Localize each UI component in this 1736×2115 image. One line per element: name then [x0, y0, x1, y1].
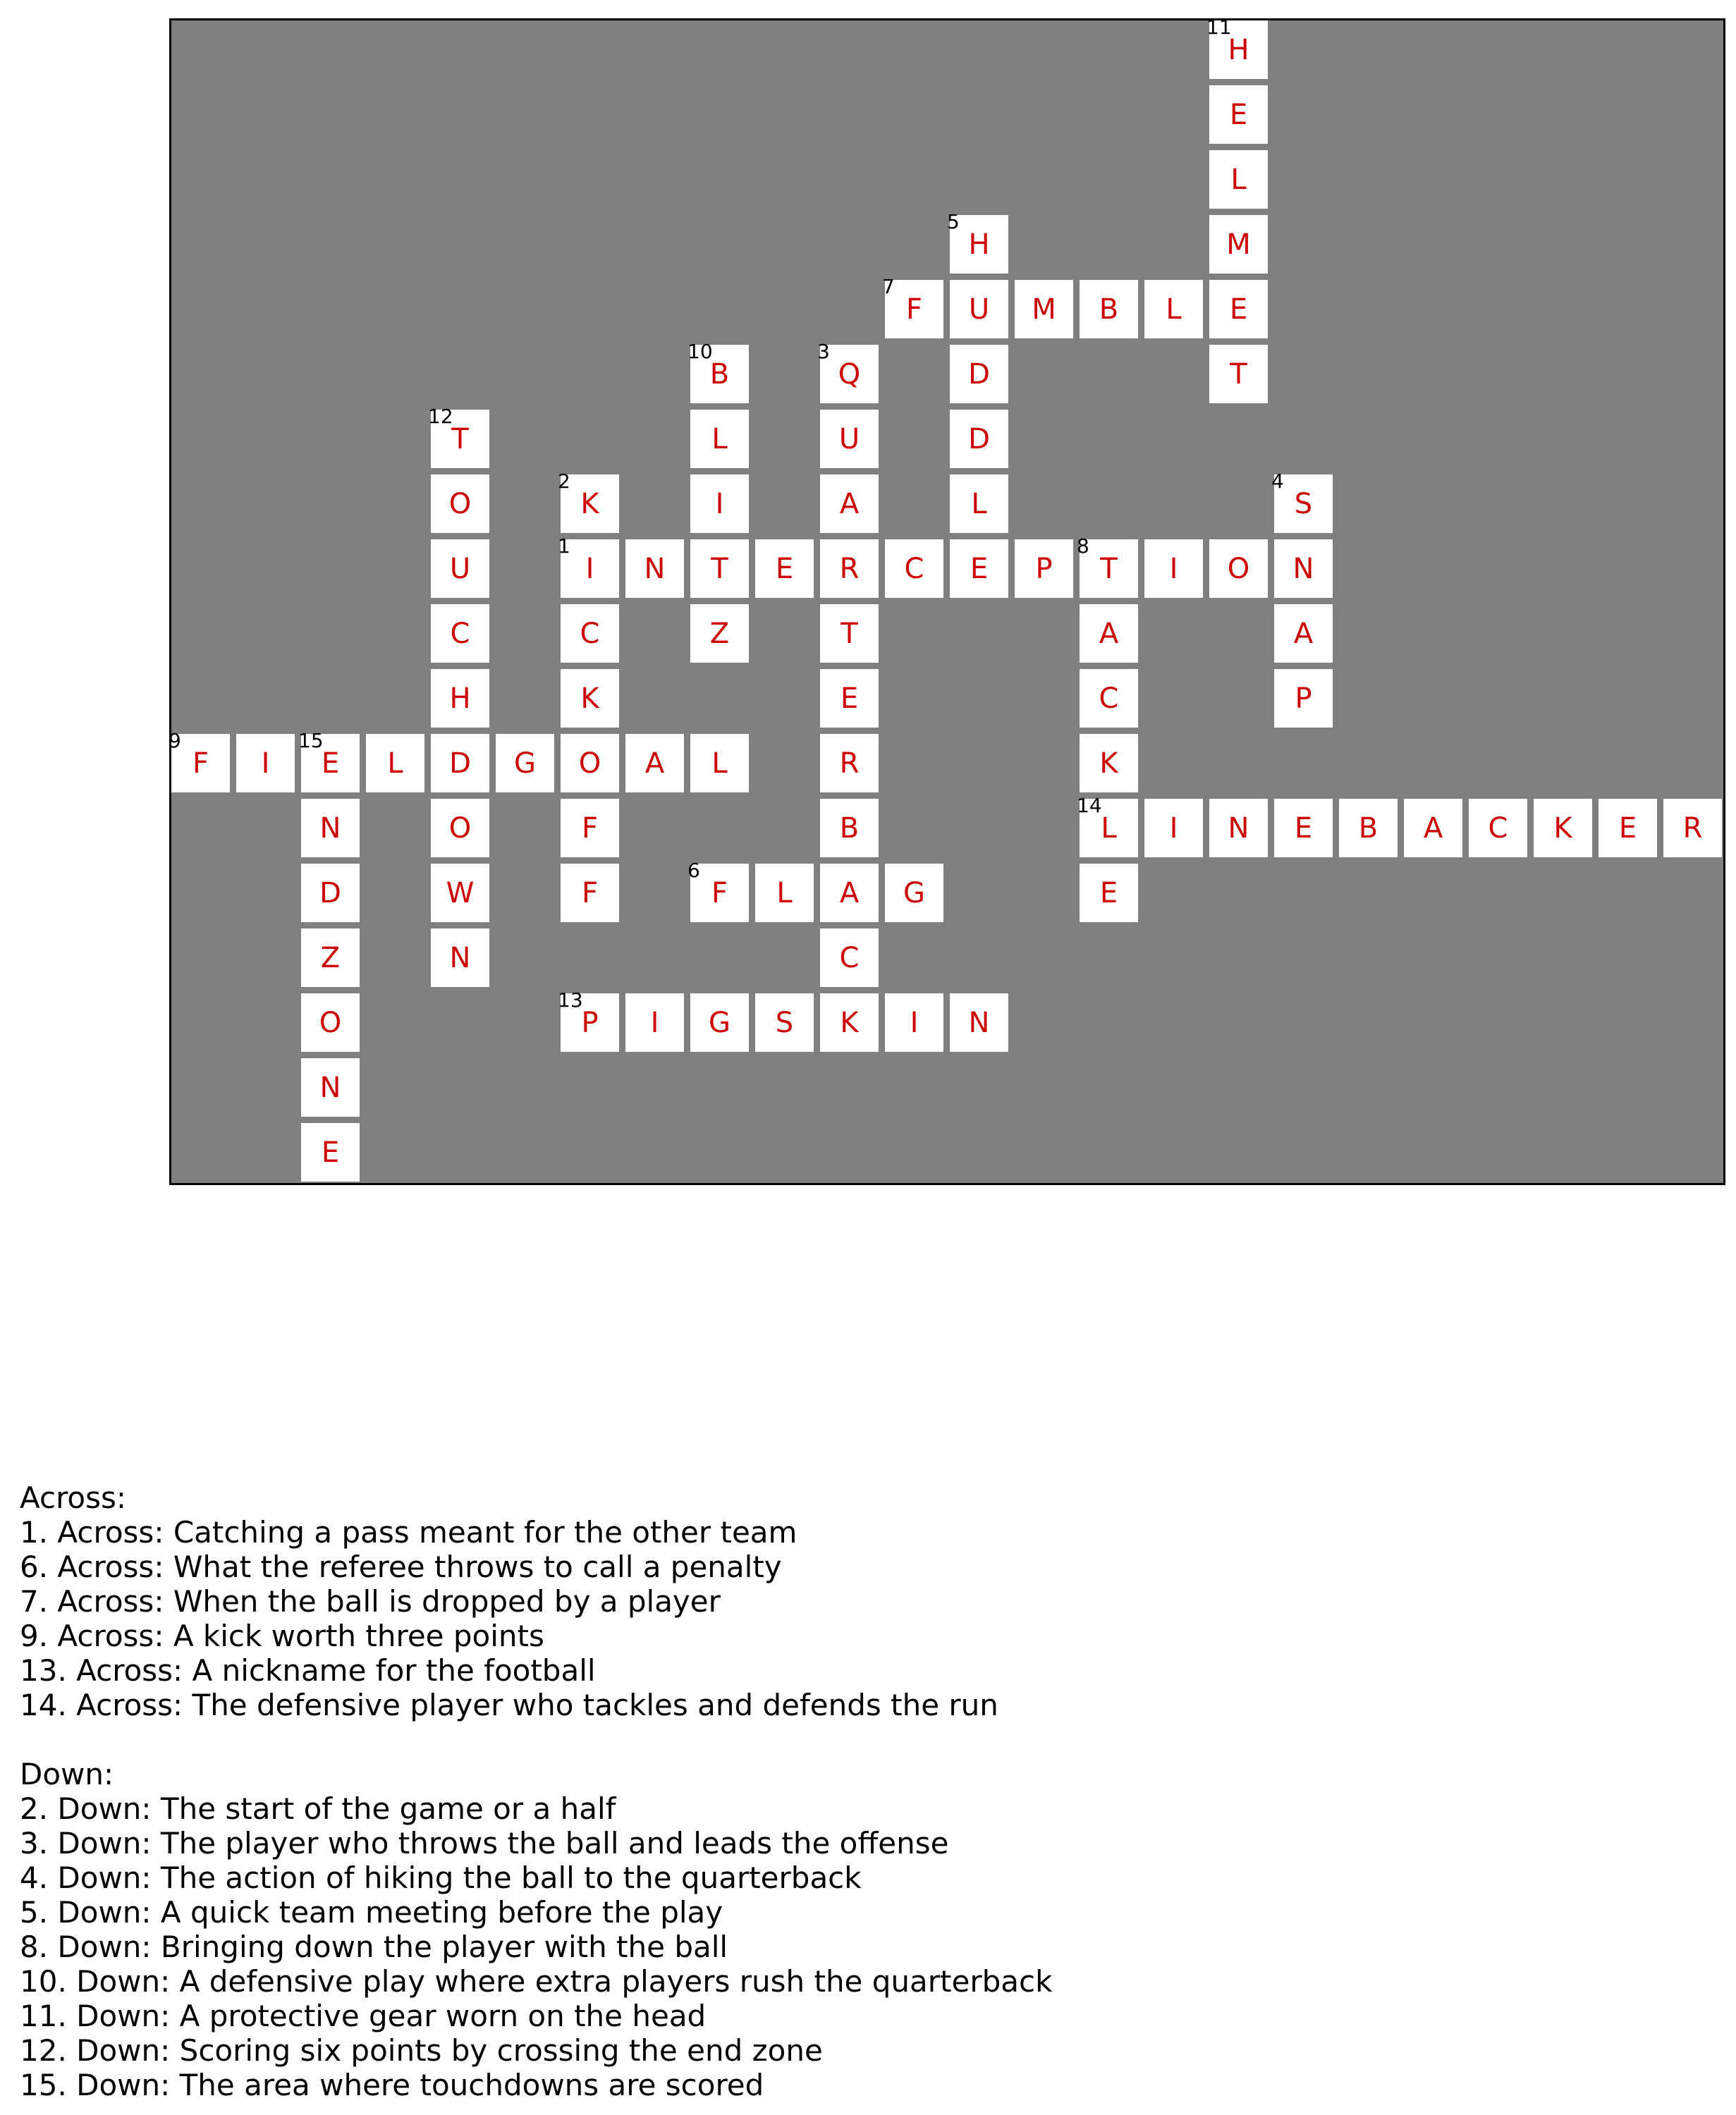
crossword-cell[interactable] — [1209, 150, 1268, 209]
cell-letter: E — [321, 1136, 340, 1169]
cell-letter: U — [449, 552, 471, 585]
cell-letter: L — [711, 422, 728, 455]
crossword-cell[interactable] — [820, 799, 879, 857]
crossword-cell[interactable] — [820, 864, 879, 922]
crossword-cell[interactable] — [950, 410, 1008, 468]
crossword-cell[interactable] — [1209, 539, 1268, 598]
clue-number: 7 — [882, 275, 895, 298]
crossword-cell[interactable] — [817, 340, 879, 403]
cell-letter: P — [1295, 682, 1312, 715]
crossword-cell[interactable] — [301, 928, 360, 987]
crossword-cell[interactable] — [820, 734, 879, 792]
crossword-cell[interactable] — [1015, 280, 1073, 338]
crossword-cell[interactable] — [431, 734, 489, 792]
crossword-cell[interactable] — [1209, 799, 1268, 857]
down-heading: Down: — [20, 1757, 114, 1791]
down-clue: 15. Down: The area where touchdowns are scored — [20, 2068, 764, 2102]
cell-letter: O — [448, 487, 472, 520]
crossword-cell[interactable] — [820, 604, 879, 663]
cell-letter: T — [1100, 552, 1118, 585]
crossword-cell[interactable] — [301, 993, 360, 1052]
cell-letter: L — [711, 747, 728, 780]
cell-letter: L — [1166, 293, 1182, 326]
crossword-cell[interactable] — [1080, 864, 1138, 922]
crossword-cell[interactable] — [625, 993, 684, 1052]
cell-letter: K — [1099, 747, 1118, 780]
across-clue: 7. Across: When the ball is dropped by a player — [20, 1584, 721, 1619]
crossword-cell[interactable] — [950, 345, 1008, 403]
cell-letter: G — [709, 1006, 731, 1039]
crossword-cell[interactable] — [558, 988, 619, 1052]
section-spacer — [20, 1722, 1712, 1757]
cell-letter: E — [1229, 98, 1248, 131]
cell-letter: C — [839, 941, 860, 974]
cell-letter: L — [971, 487, 987, 520]
cell-letter: F — [581, 811, 598, 845]
cell-letter: A — [839, 876, 860, 909]
cell-letter: E — [321, 747, 340, 780]
across-clue: 1. Across: Catching a pass meant for the other team — [20, 1515, 797, 1550]
cell-letter: R — [839, 747, 860, 780]
cell-letter: I — [715, 487, 724, 520]
cell-letter: A — [839, 487, 860, 520]
crossword-cell[interactable] — [301, 1058, 360, 1117]
down-clue: 8. Down: Bringing down the player with the ball — [20, 1930, 728, 1964]
cell-letter: T — [451, 422, 469, 455]
cell-letter: G — [514, 747, 536, 780]
crossword-cell[interactable] — [236, 734, 295, 792]
crossword-cell[interactable] — [1404, 799, 1462, 857]
down-clue: 5. Down: A quick team meeting before the play — [20, 1895, 723, 1930]
crossword-cell[interactable] — [431, 474, 489, 533]
clue-number: 4 — [1271, 470, 1284, 493]
cell-letter: B — [1099, 293, 1119, 326]
crossword-cell[interactable] — [1274, 669, 1333, 728]
clue-number: 15 — [298, 729, 324, 752]
crossword-cell[interactable] — [1077, 794, 1138, 857]
across-clue: 13. Across: A nickname for the football — [20, 1653, 596, 1688]
cell-letter: T — [711, 552, 728, 585]
down-clue: 10. Down: A defensive play where extra players rush the quarterback — [20, 1964, 1053, 1999]
clue-number: 13 — [558, 988, 583, 1012]
cell-letter: D — [968, 422, 990, 455]
crossword-cell[interactable] — [755, 539, 814, 598]
cell-letter: H — [449, 682, 471, 715]
cell-letter: F — [192, 747, 209, 780]
cell-letter: A — [644, 747, 665, 780]
cell-letter: A — [1099, 617, 1119, 650]
cell-letter: I — [650, 1006, 659, 1039]
cell-letter: H — [1228, 33, 1249, 66]
crossword-cell[interactable] — [1274, 799, 1333, 857]
across-clue: 9. Across: A kick worth three points — [20, 1619, 544, 1653]
across-clue-list — [20, 1515, 1712, 1722]
across-clue: 14. Across: The defensive player who tackles and defends the run — [20, 1688, 998, 1722]
crossword-cell[interactable] — [1209, 85, 1268, 144]
crossword-cell[interactable] — [1144, 539, 1203, 598]
cell-letter: N — [449, 941, 471, 974]
clue-number: 6 — [687, 859, 700, 882]
crossword-cell[interactable] — [950, 539, 1008, 598]
crossword-cell[interactable] — [1080, 280, 1138, 338]
crossword-cell[interactable] — [820, 928, 879, 987]
crossword-cell[interactable] — [561, 864, 619, 922]
cell-letter: U — [838, 422, 860, 455]
cell-letter: O — [319, 1006, 342, 1039]
crossword-cell[interactable] — [1274, 539, 1333, 598]
cell-letter: N — [319, 811, 341, 845]
cell-letter: C — [450, 617, 470, 650]
crossword-cell[interactable] — [169, 729, 230, 792]
crossword-cell[interactable] — [561, 734, 619, 792]
cell-letter: K — [580, 487, 599, 520]
cell-letter: D — [449, 747, 471, 780]
cell-letter: B — [1358, 811, 1379, 845]
clue-number: 10 — [687, 340, 713, 363]
cell-letter: N — [644, 552, 666, 585]
crossword-cell[interactable] — [561, 799, 619, 857]
crossword-cell[interactable] — [950, 474, 1008, 533]
crossword-cell[interactable] — [882, 275, 943, 338]
cell-letter: I — [261, 747, 270, 780]
crossword-cell[interactable] — [690, 410, 749, 468]
clue-number: 1 — [558, 534, 570, 558]
cell-letter: L — [776, 876, 793, 909]
down-clue-list — [20, 1791, 1712, 2102]
crossword-cell[interactable] — [431, 799, 489, 857]
clue-number: 5 — [947, 210, 960, 233]
crossword-cell[interactable] — [431, 604, 489, 663]
down-clue: 2. Down: The start of the game or a half — [20, 1791, 616, 1826]
down-clue: 4. Down: The action of hiking the ball to the quarterback — [20, 1860, 862, 1895]
crossword-cell[interactable] — [431, 539, 489, 598]
clue-number: 8 — [1077, 534, 1089, 558]
crossword-cell[interactable] — [950, 993, 1008, 1052]
cell-letter: T — [841, 617, 858, 650]
cell-letter: M — [1032, 293, 1056, 326]
cell-letter: E — [775, 552, 794, 585]
crossword-cell[interactable] — [1144, 799, 1203, 857]
cell-letter: A — [1423, 811, 1443, 845]
cell-letter: C — [580, 617, 600, 650]
clue-number: 14 — [1077, 794, 1102, 817]
across-clue: 6. Across: What the referee throws to call a penalty — [20, 1550, 782, 1584]
cell-letter: R — [1682, 811, 1703, 845]
cell-letter: O — [448, 811, 472, 845]
crossword-cell[interactable] — [366, 734, 424, 792]
crossword-cell[interactable] — [1015, 539, 1073, 598]
cell-letter: Q — [838, 357, 861, 391]
cell-letter: B — [709, 357, 730, 391]
cell-letter: I — [910, 1006, 919, 1039]
crossword-cell[interactable] — [558, 534, 619, 598]
clue-number: 11 — [1206, 16, 1232, 39]
cell-letter: G — [903, 876, 925, 909]
cell-letter: E — [1099, 876, 1118, 909]
crossword-cell[interactable] — [820, 539, 879, 598]
crossword-board — [169, 18, 1725, 1185]
cell-letter: L — [387, 747, 403, 780]
cell-letter: P — [1035, 552, 1053, 585]
cell-letter: D — [968, 357, 990, 391]
cell-letter: S — [1294, 487, 1313, 520]
crossword-cell[interactable] — [428, 405, 489, 468]
clues-panel — [20, 1480, 1712, 2102]
crossword-cell[interactable] — [625, 539, 684, 598]
cell-letter: U — [968, 293, 990, 326]
crossword-cell[interactable] — [885, 864, 943, 922]
crossword-cell[interactable] — [561, 669, 619, 728]
crossword-cell[interactable] — [1663, 799, 1722, 857]
clue-number: 2 — [558, 470, 570, 493]
cell-letter: O — [1227, 552, 1250, 585]
cell-letter: O — [578, 747, 601, 780]
crossword-cell[interactable] — [947, 210, 1008, 274]
cell-letter: E — [970, 552, 989, 585]
crossword-cell[interactable] — [1209, 345, 1268, 403]
crossword-cell[interactable] — [820, 993, 879, 1052]
crossword-cell[interactable] — [1080, 669, 1138, 728]
clue-number: 9 — [169, 729, 181, 752]
cell-letter: W — [446, 876, 475, 909]
cell-letter: Z — [320, 941, 341, 974]
cell-letter: P — [581, 1006, 599, 1039]
down-clue: 3. Down: The player who throws the ball and leads the offense — [20, 1826, 949, 1860]
cell-letter: L — [1101, 811, 1117, 845]
crossword-cell[interactable] — [1534, 799, 1592, 857]
crossword-cell[interactable] — [558, 470, 619, 533]
crossword-cell[interactable] — [1080, 734, 1138, 792]
crossword-cell[interactable] — [820, 669, 879, 728]
cell-letter: D — [319, 876, 341, 909]
cell-letter: A — [1293, 617, 1314, 650]
crossword-cell[interactable] — [298, 729, 360, 792]
crossword-cell[interactable] — [690, 734, 749, 792]
cell-letter: H — [968, 228, 990, 261]
crossword-cell[interactable] — [690, 604, 749, 663]
crossword-cell[interactable] — [950, 280, 1008, 338]
crossword-cell[interactable] — [1144, 280, 1203, 338]
cell-letter: S — [775, 1006, 794, 1039]
crossword-cell[interactable] — [690, 474, 749, 533]
crossword-cell[interactable] — [687, 340, 749, 403]
cell-letter: N — [1292, 552, 1314, 585]
crossword-cell[interactable] — [431, 928, 489, 987]
crossword-cell[interactable] — [820, 474, 879, 533]
cell-letter: I — [585, 552, 594, 585]
cell-letter: E — [1294, 811, 1313, 845]
crossword-cell[interactable] — [690, 993, 749, 1052]
crossword-cell[interactable] — [1271, 470, 1333, 533]
cell-letter: N — [968, 1006, 990, 1039]
crossword-cell[interactable] — [755, 993, 814, 1052]
cell-letter: R — [839, 552, 860, 585]
crossword-cell[interactable] — [625, 734, 684, 792]
cell-letter: I — [1169, 552, 1178, 585]
cell-letter: F — [905, 293, 922, 326]
cell-letter: T — [1230, 357, 1247, 391]
cell-letter: E — [840, 682, 859, 715]
crossword-cell[interactable] — [431, 864, 489, 922]
crossword-cell[interactable] — [690, 539, 749, 598]
crossword-cell[interactable] — [1080, 604, 1138, 663]
crossword-cell[interactable] — [885, 539, 943, 598]
cell-letter: K — [1553, 811, 1572, 845]
crossword-cell[interactable] — [1469, 799, 1527, 857]
cell-letter: B — [839, 811, 860, 845]
crossword-cell[interactable] — [1599, 799, 1657, 857]
cell-letter: F — [711, 876, 728, 909]
cell-letter: F — [581, 876, 598, 909]
cell-letter: N — [319, 1071, 341, 1104]
cell-letter: M — [1226, 228, 1251, 261]
crossword-cell[interactable] — [301, 1123, 360, 1182]
cell-letter: C — [904, 552, 924, 585]
clue-number: 3 — [817, 340, 830, 363]
cell-letter: K — [580, 682, 599, 715]
crossword-cell[interactable] — [561, 604, 619, 663]
down-clue: 11. Down: A protective gear worn on the head — [20, 1999, 707, 2033]
cell-letter: E — [1229, 293, 1248, 326]
cell-letter: C — [1099, 682, 1119, 715]
cell-letter: Z — [709, 617, 730, 650]
crossword-cell[interactable] — [496, 734, 554, 792]
crossword-cell[interactable] — [1339, 799, 1398, 857]
crossword-cell[interactable] — [1274, 604, 1333, 663]
crossword-cell[interactable] — [885, 993, 943, 1052]
cell-letter: E — [1618, 811, 1637, 845]
crossword-cell[interactable] — [755, 864, 814, 922]
crossword-cell[interactable] — [687, 859, 749, 922]
cell-letter: N — [1228, 811, 1249, 845]
crossword-cell[interactable] — [1077, 534, 1138, 598]
crossword-cell[interactable] — [301, 864, 360, 922]
cell-letter: C — [1488, 811, 1508, 845]
cell-letter: K — [840, 1006, 859, 1039]
cell-letter: L — [1230, 163, 1247, 196]
down-clue: 12. Down: Scoring six points by crossing the end zone — [20, 2033, 823, 2068]
clue-number: 12 — [428, 405, 453, 428]
crossword-cell[interactable] — [431, 669, 489, 728]
crossword-cell[interactable] — [301, 799, 360, 857]
crossword-cell[interactable] — [1209, 280, 1268, 338]
across-heading: Across: — [20, 1480, 127, 1515]
cell-letter: I — [1169, 811, 1178, 845]
crossword-cell[interactable] — [1209, 215, 1268, 274]
crossword-cell[interactable] — [820, 410, 879, 468]
crossword-cell[interactable] — [1206, 16, 1268, 79]
